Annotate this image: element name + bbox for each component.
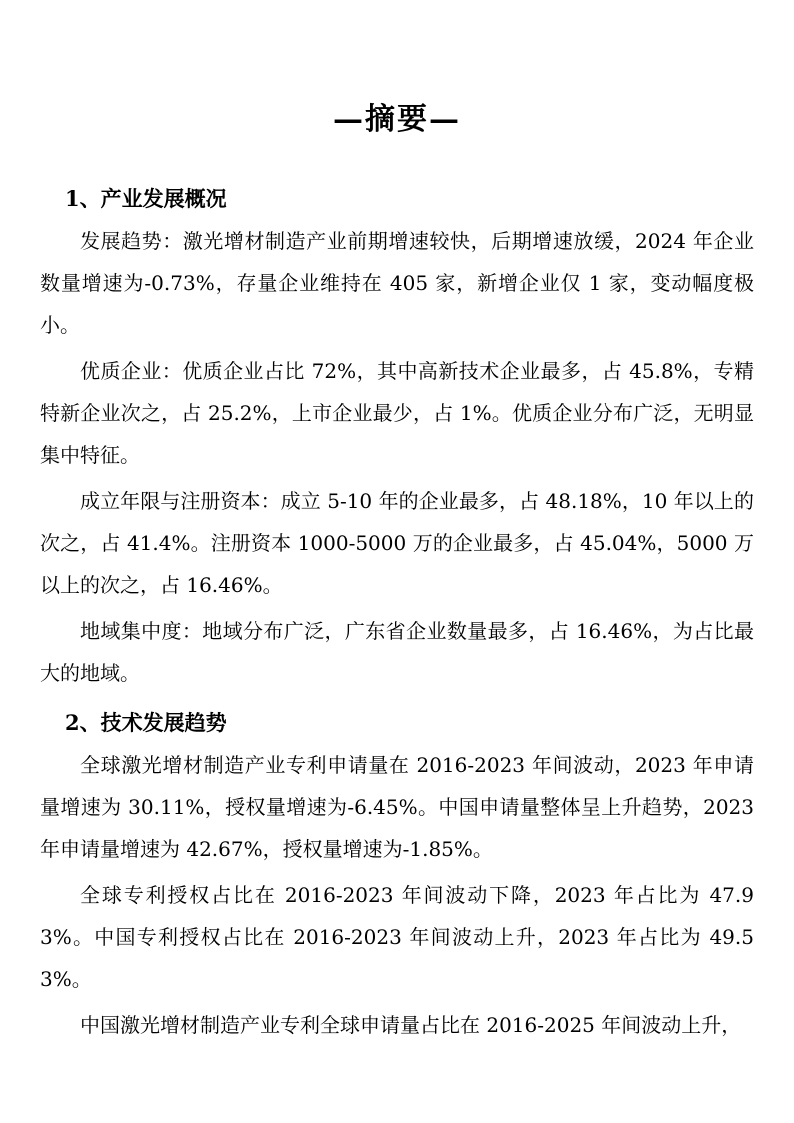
section-industry-overview — [40, 184, 754, 694]
paragraph-development-trend: 发展趋势：激光增材制造产业前期增速较快，后期增速放缓，2024 年企业数量增速为-0.73%，存量企业维持在 405 家，新增企业仅 1 家，变动幅度极小。 — [40, 229, 754, 337]
section-technology-trends — [40, 708, 754, 1046]
paragraph-age-and-capital: 成立年限与注册资本：成立 5-10 年的企业最多，占 48.18%，10 年以上的次之，占 41.4%。注册资本 1000-5000 万的企业最多，占 45.04%，5000 万以上的次之，占 16.46%。 — [40, 489, 754, 597]
paragraph-quality-enterprises: 优质企业：优质企业占比 72%，其中高新技术企业最多，占 45.8%，专精特新企业次之，占 25.2%，上市企业最少，占 1%。优质企业分布广泛，无明显集中特征。 — [40, 359, 754, 467]
section-2-heading: 2、技术发展趋势 — [65, 710, 227, 735]
paragraph-china-global-share: 中国激光增材制造产业专利全球申请量占比在 2016-2025 年间波动上升， — [80, 1013, 742, 1037]
paragraph-patent-grant-ratio: 全球专利授权占比在 2016-2023 年间波动下降，2023 年占比为 47.93%。中国专利授权占比在 2016-2023 年间波动上升，2023 年占比为 49.53%。 — [40, 883, 754, 991]
paragraph-patent-applications: 全球激光增材制造产业专利申请量在 2016-2023 年间波动，2023 年申请量增速为 30.11%，授权量增速为-6.45%。中国申请量整体呈上升趋势，2023 年申请量增速为 42.67%，授权量增速为-1.85%。 — [40, 753, 754, 861]
section-1-heading: 1、产业发展概况 — [65, 186, 227, 211]
page-title: —摘要— — [333, 102, 461, 137]
paragraph-regional-concentration: 地域集中度：地域分布广泛，广东省企业数量最多，占 16.46%，为占比最大的地域。 — [40, 619, 754, 685]
